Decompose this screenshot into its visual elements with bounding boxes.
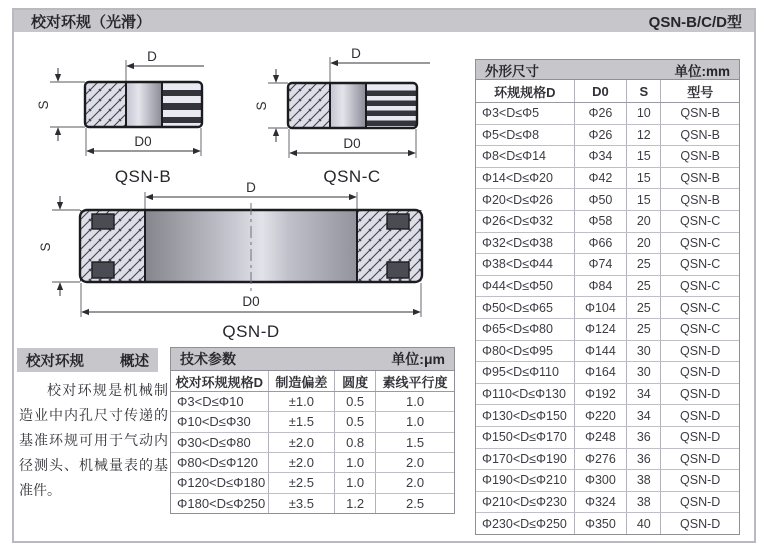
table-title: 技术参数: [180, 351, 236, 367]
table-cell: 30: [627, 362, 661, 383]
table-cell: Φ26: [575, 103, 628, 124]
unit-label: 单位:μm: [391, 351, 445, 367]
table-cell: QSN-C: [680, 279, 721, 294]
table-cell: Φ65<D≤Φ80: [476, 319, 575, 340]
drawing-qsn-c: [254, 46, 430, 186]
overview-title-bar: [17, 348, 158, 372]
table-cell: 25: [627, 276, 661, 297]
table-cell: 1.2: [335, 494, 376, 513]
table-cell: Φ58: [575, 211, 628, 232]
table-body: [171, 392, 454, 513]
dim-d-label: D: [147, 49, 157, 64]
drawing-qsn-d: [38, 180, 422, 341]
table-cell: 30: [627, 341, 661, 362]
insert-block: [92, 214, 114, 229]
table-row: [171, 473, 454, 493]
table-cell: ±1.0: [269, 392, 336, 411]
table-cell: Φ38<D≤Φ44: [476, 254, 575, 275]
column-header: 制造偏差: [269, 371, 336, 391]
table-row: [476, 254, 739, 276]
table-cell: Φ180<D≤Φ250: [171, 494, 269, 513]
table-cell: 25: [627, 297, 661, 318]
column-header: 圆度: [335, 371, 376, 391]
model-code: QSN-B/C/D型: [648, 13, 742, 31]
overview-text: 校对环规是机械制造业中内孔尺寸传递的基准环规可用于气动内径测头、机械量表的基准件。: [19, 382, 168, 498]
overview-title: 校对环规: [26, 353, 84, 370]
table-cell: QSN-B: [680, 149, 720, 164]
table-cell: Φ276: [575, 449, 628, 470]
table-cell: 10: [627, 103, 661, 124]
table-cell: QSN-D: [680, 343, 721, 358]
dim-s-label: S: [36, 100, 51, 110]
table-cell: Φ66: [575, 233, 628, 254]
table-cell: ±1.5: [269, 412, 336, 431]
table-cell: 2.5: [406, 495, 425, 511]
column-header: S: [627, 80, 661, 102]
table-row: [476, 470, 739, 492]
table-cell: Φ104: [575, 297, 628, 318]
table-cell: ±2.5: [269, 473, 336, 492]
table-cell: ±2.0: [269, 433, 336, 452]
table-cell: Φ120<D≤Φ180: [171, 473, 269, 492]
table-cell: Φ170<D≤Φ190: [476, 449, 575, 470]
table-row: [171, 392, 454, 412]
dim-d0-label: D0: [343, 136, 361, 151]
table-cell: QSN-C: [680, 322, 721, 337]
table-cell: 15: [627, 189, 661, 210]
table-cell: Φ42: [575, 168, 628, 189]
table-row: [476, 449, 739, 471]
table-cell: 2.0: [406, 475, 425, 491]
drawing-label-qsn-b: QSN-B: [114, 167, 172, 186]
table-cell: 20: [627, 233, 661, 254]
technical-drawings: [14, 34, 470, 346]
table-row: [476, 384, 739, 406]
table-header-row: [476, 80, 739, 103]
table-cell: Φ220: [575, 405, 628, 426]
table-cell: QSN-D: [680, 387, 721, 402]
table-row: [171, 453, 454, 473]
table-row: [476, 103, 739, 125]
dim-d-label: D: [246, 180, 256, 195]
table-row: [476, 492, 739, 514]
table-cell: 1.0: [406, 394, 425, 410]
table-title-bar: [171, 348, 454, 371]
table-cell: 1.5: [406, 434, 425, 450]
table-cell: Φ80<D≤Φ95: [476, 341, 575, 362]
table-cell: QSN-D: [680, 430, 721, 445]
table-cell: 25: [627, 319, 661, 340]
dim-d0-label: D0: [242, 294, 260, 309]
table-cell: 34: [627, 384, 661, 405]
column-header: 校对环规规格D: [171, 371, 269, 391]
table-cell: Φ20<D≤Φ26: [476, 189, 575, 210]
table-row: [476, 341, 739, 363]
table-cell: Φ300: [575, 470, 628, 491]
table-cell: Φ26: [575, 125, 628, 146]
table-row: [476, 189, 739, 211]
table-cell: Φ130<D≤Φ150: [476, 405, 575, 426]
unit-label: 单位:mm: [674, 63, 730, 79]
table-cell: 0.5: [335, 392, 376, 411]
table-cell: Φ26<D≤Φ32: [476, 211, 575, 232]
table-cell: 20: [627, 211, 661, 232]
table-cell: QSN-D: [680, 494, 721, 509]
table-cell: Φ50<D≤Φ65: [476, 297, 575, 318]
table-cell: QSN-D: [680, 408, 721, 423]
drawing-qsn-b: [36, 49, 204, 186]
table-cell: Φ34: [575, 146, 628, 167]
hatch-section: [288, 83, 330, 128]
table-row: [171, 412, 454, 432]
table-cell: QSN-C: [680, 235, 721, 250]
table-row: [171, 494, 454, 513]
table-cell: Φ210<D≤Φ230: [476, 492, 575, 513]
table-cell: 12: [627, 125, 661, 146]
table-row: [476, 319, 739, 341]
table-cell: Φ110<D≤Φ130: [476, 384, 575, 405]
drawing-label-qsn-c: QSN-C: [323, 167, 381, 186]
column-header: D0: [575, 80, 628, 102]
dim-s-label: S: [254, 101, 269, 111]
table-cell: Φ230<D≤Φ250: [476, 513, 575, 534]
table-cell: QSN-C: [680, 257, 721, 272]
table-cell: 25: [627, 254, 661, 275]
bore-section: [330, 83, 366, 128]
table-row: [476, 276, 739, 298]
table-cell: Φ192: [575, 384, 628, 405]
tech-params-table: [170, 347, 455, 514]
table-row: [476, 233, 739, 255]
bore-section: [126, 82, 162, 127]
table-row: [476, 513, 739, 534]
table-cell: Φ80<D≤Φ120: [171, 453, 269, 472]
column-header: 型号: [687, 84, 714, 100]
table-row: [476, 362, 739, 384]
table-cell: Φ324: [575, 492, 628, 513]
table-row: [476, 211, 739, 233]
table-cell: QSN-D: [680, 516, 721, 531]
table-cell: Φ144: [575, 341, 628, 362]
table-cell: QSN-D: [680, 365, 721, 380]
table-cell: Φ14<D≤Φ20: [476, 168, 575, 189]
table-row: [476, 146, 739, 168]
insert-block: [387, 214, 409, 229]
table-cell: QSN-C: [680, 214, 721, 229]
hatch-section: [85, 82, 126, 127]
table-cell: Φ3<D≤Φ10: [171, 392, 269, 411]
table-cell: Φ50: [575, 189, 628, 210]
table-cell: QSN-D: [680, 473, 721, 488]
dim-s-label: S: [38, 242, 53, 252]
table-cell: 1.0: [335, 473, 376, 492]
table-cell: Φ95<D≤Φ110: [476, 362, 575, 383]
table-cell: Φ3<D≤Φ5: [476, 103, 575, 124]
table-cell: 0.5: [335, 412, 376, 431]
outer-dimensions-table: [475, 59, 740, 535]
table-cell: QSN-B: [680, 127, 720, 142]
table-row: [171, 433, 454, 453]
table-cell: Φ350: [575, 513, 628, 534]
table-cell: Φ190<D≤Φ210: [476, 470, 575, 491]
dim-d-label: D: [351, 46, 361, 61]
table-cell: 2.0: [406, 455, 425, 471]
table-row: [476, 125, 739, 147]
table-cell: 15: [627, 146, 661, 167]
table-cell: Φ248: [575, 427, 628, 448]
table-cell: Φ150<D≤Φ170: [476, 427, 575, 448]
column-header: 素线平行度: [382, 374, 448, 390]
table-cell: 1.0: [335, 453, 376, 472]
table-row: [476, 427, 739, 449]
table-cell: Φ124: [575, 319, 628, 340]
table-cell: Φ84: [575, 276, 628, 297]
table-cell: Φ10<D≤Φ30: [171, 412, 269, 431]
table-cell: 36: [627, 449, 661, 470]
table-cell: Φ164: [575, 362, 628, 383]
insert-block: [92, 262, 114, 278]
column-header: 环规规格D: [476, 80, 575, 102]
table-body: [476, 103, 739, 534]
table-title: 外形尺寸: [485, 63, 539, 79]
table-cell: 15: [627, 168, 661, 189]
table-cell: QSN-C: [680, 300, 721, 315]
table-cell: 34: [627, 405, 661, 426]
table-cell: QSN-B: [680, 192, 720, 207]
table-cell: QSN-B: [680, 106, 720, 121]
insert-block: [387, 262, 409, 278]
table-cell: 38: [627, 492, 661, 513]
table-cell: Φ8<D≤Φ14: [476, 146, 575, 167]
table-cell: 0.8: [335, 433, 376, 452]
table-cell: Φ32<D≤Φ38: [476, 233, 575, 254]
dim-d0-label: D0: [134, 134, 152, 149]
table-cell: Φ30<D≤Φ80: [171, 433, 269, 452]
table-title-bar: [476, 60, 739, 80]
table-cell: 40: [627, 513, 661, 534]
table-cell: QSN-B: [680, 171, 720, 186]
table-cell: 36: [627, 427, 661, 448]
table-row: [476, 297, 739, 319]
overview-subtitle: 概述: [120, 353, 149, 370]
table-cell: Φ5<D≤Φ8: [476, 125, 575, 146]
drawing-label-qsn-d: QSN-D: [222, 322, 280, 341]
table-cell: Φ44<D≤Φ50: [476, 276, 575, 297]
table-cell: 1.0: [406, 414, 425, 430]
table-cell: Φ74: [575, 254, 628, 275]
table-cell: QSN-D: [680, 451, 721, 466]
table-header-row: [171, 371, 454, 392]
table-row: [476, 168, 739, 190]
page-title: 校对环规（光滑）: [31, 13, 152, 31]
table-row: [476, 405, 739, 427]
page-title-bar: [14, 10, 754, 32]
table-cell: ±3.5: [269, 494, 336, 513]
table-cell: 38: [627, 470, 661, 491]
table-cell: ±2.0: [269, 453, 336, 472]
